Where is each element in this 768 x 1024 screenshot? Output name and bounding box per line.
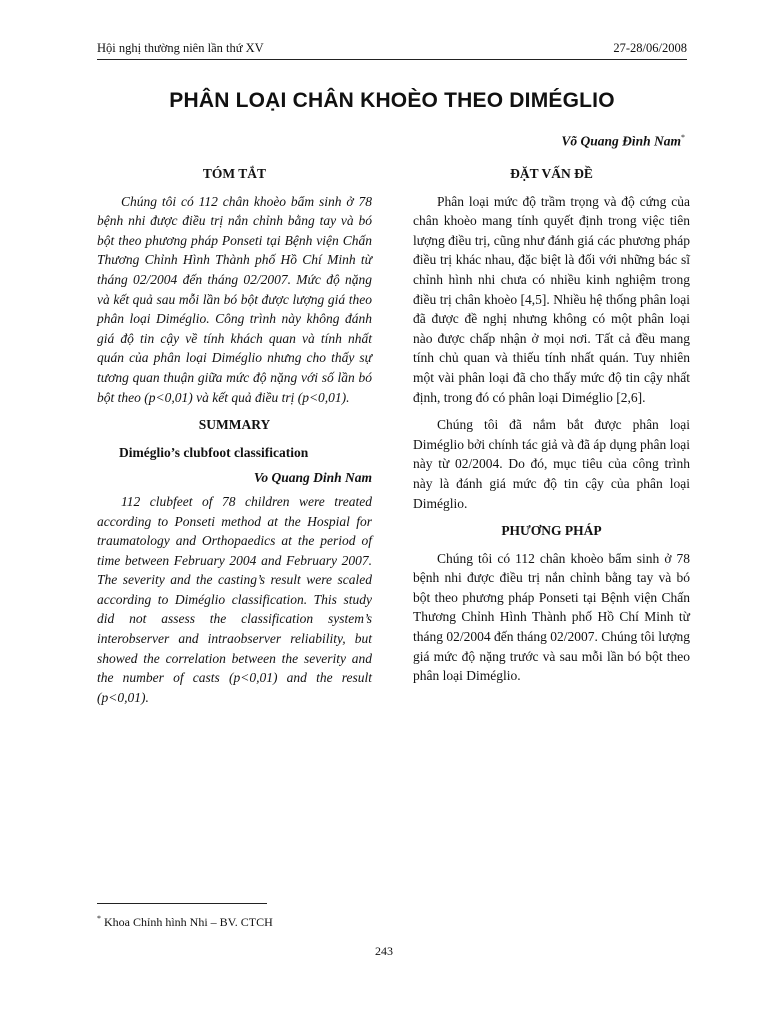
summary-title: Diméglio’s clubfoot classification [119, 444, 309, 460]
summary-heading: SUMMARY [198, 417, 271, 433]
conference-date: 27-28/06/2008 [613, 41, 687, 55]
footnote [97, 911, 273, 930]
abstract-paragraph: Chúng tôi có 112 chân khoèo bẩm sinh ở 78 bệnh nhi được điều trị nắn chỉnh bằng tay và bó bột theo phương pháp Ponseti tại Bệnh viện Chấn Thương Chỉnh Hình Thành phố Hồ Chí Minh từ tháng 02/2004 đến tháng 02/2007. Mức độ nặng và kết quả sau mỗi lần bó bột được lượng giá theo phân loại Diméglio. Công trình này không đánh giá độ tin cậy về tính khách quan và tính nhất quán của phân loại Diméglio nhưng cho thấy sự tương quan thuận giữa mức độ nặng với số lần bó bột theo (p<0,01) và kết quả điều trị (p<0,01). [97, 193, 372, 405]
footnote-text: Khoa Chỉnh hình Nhi – BV. CTCH [104, 915, 273, 929]
introduction-paragraph: Chúng tôi đã nắm bắt được phân loại Diméglio bởi chính tác giả và đã áp dụng phân loại này từ 02/2004. Do đó, mục tiêu của công trình này là đánh giá mức độ tin cậy của phân loại Diméglio. [413, 417, 690, 511]
header-divider [97, 59, 687, 60]
author-name: Võ Quang Đình Nam [561, 133, 681, 149]
author-footnote-mark: * [681, 133, 685, 142]
right-column [413, 164, 690, 694]
left-column [97, 164, 372, 715]
introduction-paragraph: Phân loại mức độ trầm trọng và độ cứng của chân khoèo mang tính quyết định trong việc tiên lượng điều trị, cũng như đánh giá các phương pháp điều trị khác nhau, đặc biệt là đối với những bác sĩ chỉnh hình nhi chưa có nhiều kinh nghiệm trong điều trị chân khoèo [4,5]. Nhiều hệ thống phân loại đã được đề nghị nhưng không có một phân loại nào được chấp nhận ở mọi nơi. Tất cả đều mang tính chủ quan và thiếu tính nhất quán. Tuy nhiên một vài phân loại đã cho thấy mức độ tin cậy nhất định, trong đó có phân loại Diméglio [2,6]. [413, 193, 690, 405]
summary-author: Vo Quang Dinh Nam [253, 470, 372, 486]
summary-paragraph: 112 clubfeet of 78 children were treated according to Ponseti method at the Hospial for traumatology and Orthopaedics at the period of time between February 2004 and February 2007. The severity and the casting’s result were scaled according to Diméglio classification. This study did not assess the classification system’s interobserver and intraobserver reliability, but showed the correlation between the severity and the number of casts (p<0,01) and the result (p<0,01). [97, 493, 372, 705]
method-paragraph: Chúng tôi có 112 chân khoèo bẩm sinh ở 78 bệnh nhi được điều trị nắn chỉnh bằng tay và bó bột theo phương pháp Ponseti tại Bệnh viện Chấn Thương Chỉnh Hình Thành phố Hồ Chí Minh từ tháng 02/2004 đến tháng 02/2007. Chúng tôi lượng giá mức độ nặng trước và sau mỗi lần bó bột theo phân loại Diméglio. [413, 550, 690, 684]
footnote-mark: * [97, 914, 101, 923]
method-heading: PHƯƠNG PHÁP [501, 523, 602, 539]
page-number: 243 [375, 944, 393, 958]
footnote-divider [97, 903, 267, 904]
abstract-heading: TÓM TẮT [202, 166, 267, 181]
author-line [561, 133, 685, 150]
introduction-heading: ĐẶT VẤN ĐỀ [510, 166, 593, 181]
paper-title: PHÂN LOẠI CHÂN KHOÈO THEO DIMÉGLIO [169, 89, 615, 112]
running-header [97, 40, 687, 56]
conference-name: Hội nghị thường niên lần thứ XV [97, 41, 264, 55]
